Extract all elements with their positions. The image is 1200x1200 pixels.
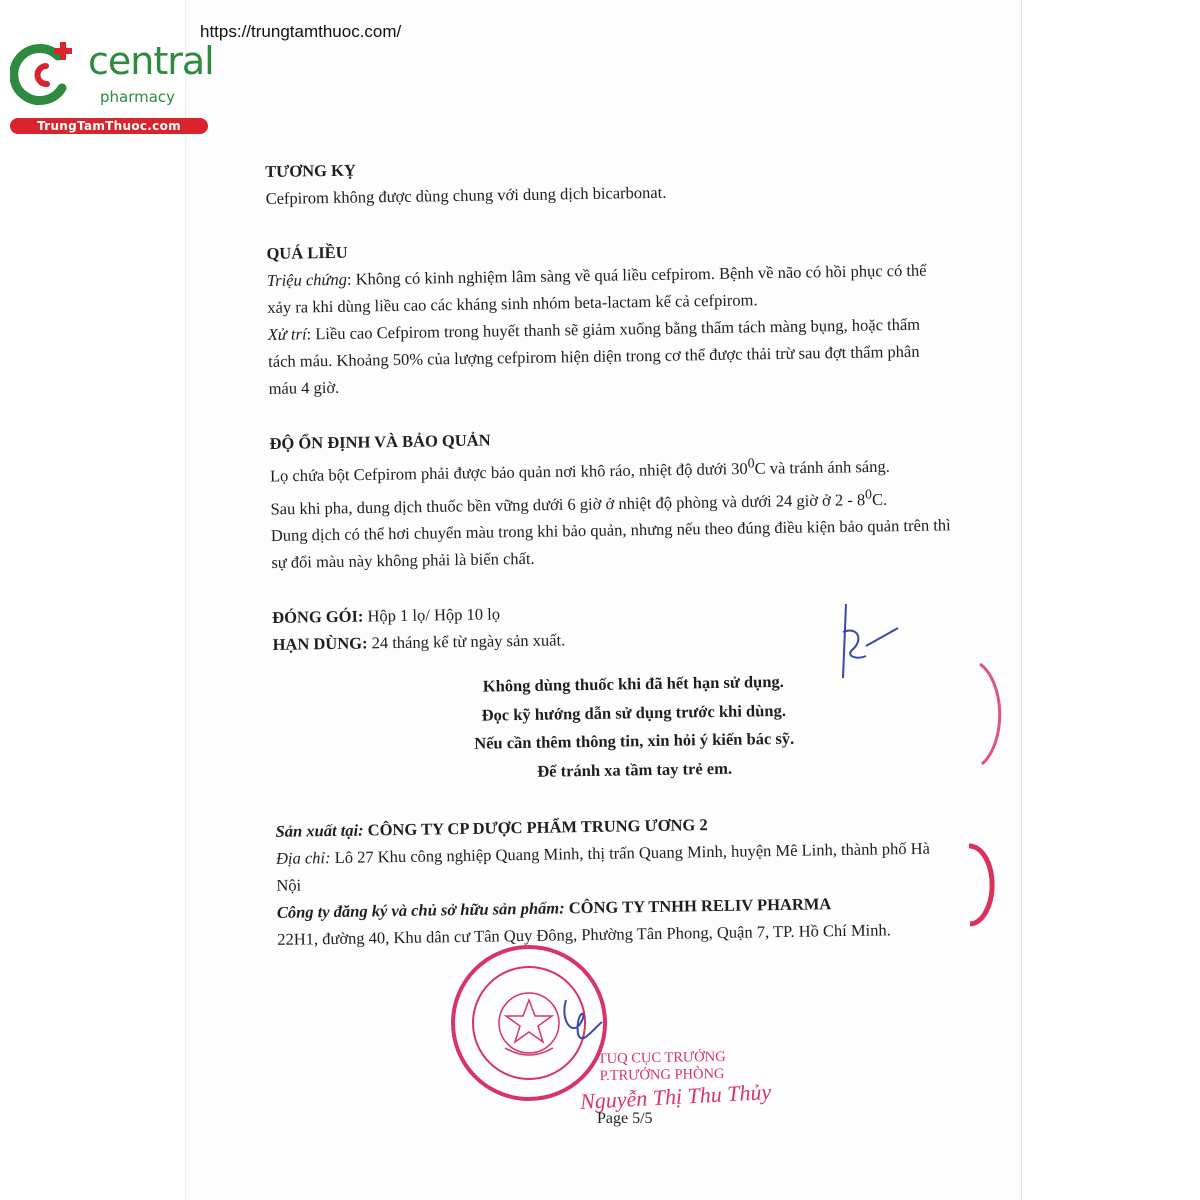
stamp-line-1: TUQ CỤC TRƯỞNG (597, 1048, 726, 1068)
overdose-treatment (268, 310, 949, 402)
stamp-line-2: P.TRƯỞNG PHÒNG (599, 1065, 725, 1085)
expiry-label: HẠN DÙNG: (272, 633, 368, 654)
storage-text-3: Dung dịch có thể hơi chuyển màu trong khi bảo quản, nhưng nếu theo đúng điều kiện bảo quản trên thì sự đổi màu này không phải là biến chất. (270, 515, 951, 572)
symptoms-text: : Không có kinh nghiệm lâm sàng về quá liều cefpirom. Bệnh về não có hồi phục có thể xảy ra khi dùng liều cao các kháng sinh nhóm beta-lactam kể cả cefpirom. (267, 260, 927, 317)
degree-sup-2: 0 (864, 486, 873, 502)
official-round-seal (453, 947, 605, 1099)
storage-text-2b: C. (871, 489, 888, 509)
logo-subtitle: pharmacy (100, 88, 176, 106)
compatibility-text: Cefpirom không được dùng chung với dung dịch bicarbonat. (265, 182, 667, 208)
manufacturer-value: CÔNG TY CP DƯỢC PHẨM TRUNG ƯƠNG 2 (363, 815, 708, 840)
storage-text-1b: C và tránh ánh sáng. (754, 456, 890, 478)
stamp-authorization (598, 1049, 726, 1085)
section-title-compatibility: TƯƠNG KỴ (265, 160, 356, 181)
address-label: Địa chỉ: (275, 848, 331, 868)
logo-name: central (88, 39, 214, 83)
storage-text-1a: Lọ chứa bột Cefpirom phải được bảo quản nơi khô ráo, nhiệt độ dưới 30 (269, 458, 748, 486)
owner-label: Công ty đăng ký và chủ sở hữu sản phẩm: (276, 898, 565, 922)
owner-address: 22H1, đường 40, Khu dân cư Tân Quy Đông, Phường Tân Phong, Quận 7, TP. Hồ Chí Minh. (277, 920, 891, 949)
stamp-signer-name: Nguyễn Thị Thu Thủy (579, 1079, 772, 1114)
expiry-value: 24 tháng kể từ ngày sản xuất. (367, 630, 566, 653)
document-body (265, 147, 957, 953)
storage-text-2a: Sau khi pha, dung dịch thuốc bền vững dưới 6 giờ ở nhiệt độ phòng và dưới 24 giờ ở 2 - 8 (270, 489, 866, 518)
owner-value: CÔNG TY TNHH RELIV PHARMA (564, 894, 832, 918)
packaging-value: Hộp 1 lọ/ Hộp 10 lọ (363, 604, 501, 626)
degree-sup-1: 0 (747, 455, 755, 471)
warning-note: Đọc kỹ hướng dẫn sử dụng trước khi dùng. (481, 700, 787, 725)
manufacturer-label: Sản xuất tại: (275, 820, 364, 841)
section-title-overdose: QUÁ LIỀU (266, 242, 348, 263)
partial-seal-top (980, 664, 1000, 764)
partial-seal-bottom (969, 846, 992, 924)
warning-note: Không dùng thuốc khi đã hết hạn sử dụng. (482, 671, 784, 696)
warning-note: Để tránh xa tầm tay trẻ em. (537, 758, 733, 781)
section-title-storage: ĐỘ ỔN ĐỊNH VÀ BẢO QUẢN (269, 430, 491, 453)
address-value: Lô 27 Khu công nghiệp Quang Minh, thị trấn Quang Minh, huyện Mê Linh, thành phố Hà Nội (276, 838, 931, 895)
logo-site-badge: TrungTamThuoc.com (10, 118, 208, 134)
page-number: Page 5/5 (597, 1110, 653, 1127)
treatment-text: : Liều cao Cefpirom trong huyết thanh sẽ giảm xuống bằng thẩm tách màng bụng, hoặc thẩm tách máu. Khoảng 50% của lượng cefpirom hiện diện trong cơ thể được thải trừ sau đợt thẩm phân máu 4 giờ. (268, 314, 921, 398)
symptoms-label: Triệu chứng (266, 269, 348, 290)
treatment-label: Xử trí (267, 324, 307, 344)
warning-note: Nếu cần thêm thông tin, xin hỏi ý kiến bác sỹ. (474, 728, 795, 753)
warning-notes (313, 665, 955, 789)
packaging-label: ĐÓNG GÓI: (272, 606, 364, 627)
source-url[interactable]: https://trungtamthuoc.com/ (200, 22, 402, 41)
